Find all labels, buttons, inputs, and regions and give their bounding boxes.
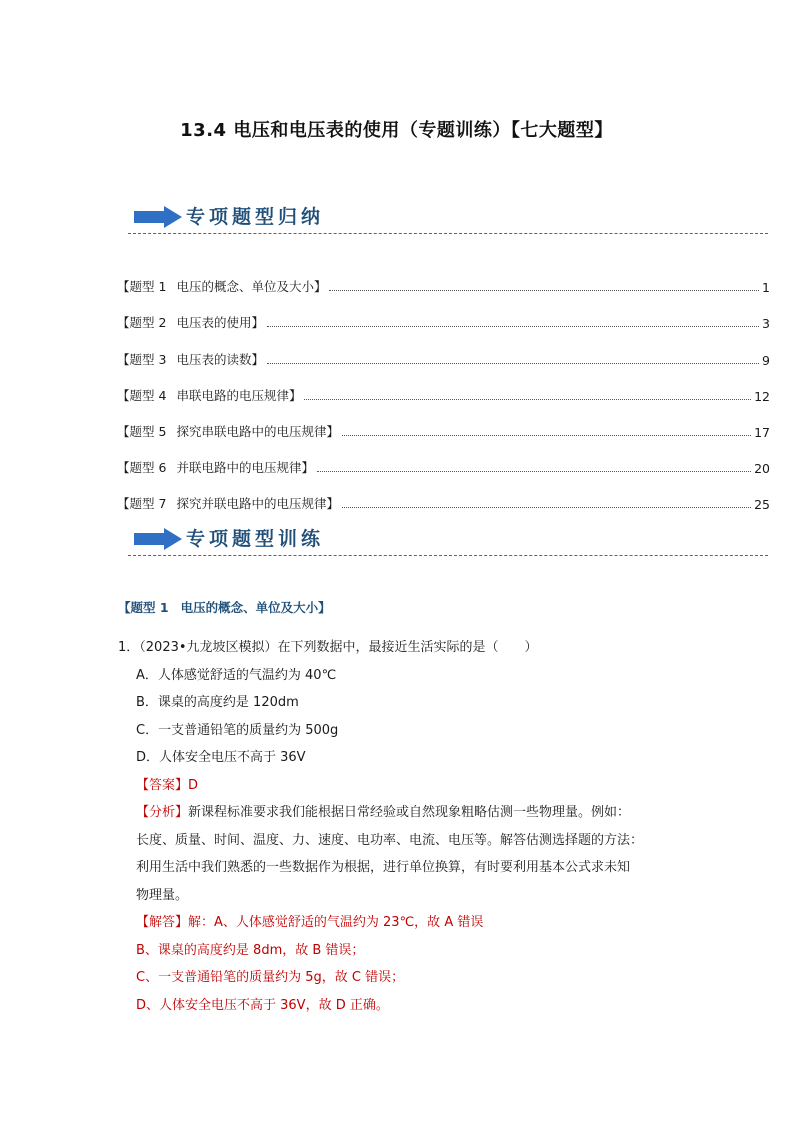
answer-line <box>118 772 738 800</box>
toc-text: 并联电路中的电压规律】 <box>176 460 314 476</box>
toc-item[interactable] <box>117 476 770 512</box>
toc-item[interactable] <box>117 440 770 476</box>
option-c: C．一支普通铅笔的质量约为 500g <box>136 722 339 738</box>
solution-label: 【解答】 <box>136 915 189 930</box>
toc-page: 25 <box>754 497 770 513</box>
toc-page: 3 <box>762 316 770 332</box>
toc-text: 串联电路的电压规律】 <box>176 387 302 403</box>
banner-title: 专项题型训练 <box>186 528 325 550</box>
analysis-line: 长度、质量、时间、温度、力、速度、电功率、电流、电压等。解答估测选择题的方法： <box>136 832 644 848</box>
toc-number: 【题型 1 <box>117 279 167 295</box>
toc-leader <box>329 290 759 291</box>
arrow-right-icon <box>134 206 182 228</box>
section-text: 电压的概念、单位及大小】 <box>180 600 331 615</box>
toc-text: 电压的概念、单位及大小】 <box>176 279 327 295</box>
option-a: A．人体感觉舒适的气温约为 40℃ <box>136 667 337 683</box>
section-banner-training <box>128 522 768 556</box>
toc-text: 探究并联电路中的电压规律】 <box>176 496 339 512</box>
solution-line: D、人体安全电压不高于 36V，故 D 正确。 <box>136 997 389 1013</box>
toc-text: 电压表的读数】 <box>176 351 264 367</box>
analysis-label: 【分析】 <box>136 805 189 820</box>
question-block <box>118 634 738 1019</box>
answer-label: 【答案】 <box>136 777 189 793</box>
toc-leader <box>342 435 751 436</box>
toc-item[interactable] <box>117 295 770 331</box>
answer-value: D <box>188 777 199 793</box>
option-b: B．课桌的高度约是 120dm <box>136 695 299 710</box>
toc-text: 探究串联电路中的电压规律】 <box>176 423 339 439</box>
solution-block <box>118 909 738 1019</box>
toc-number: 【题型 6 <box>117 460 167 476</box>
toc-text: 电压表的使用】 <box>176 315 264 331</box>
toc-item[interactable] <box>117 259 770 295</box>
toc-page: 1 <box>762 280 770 296</box>
section-heading <box>118 598 331 616</box>
solution-line: C、一支普通铅笔的质量约为 5g，故 C 错误； <box>136 970 405 985</box>
toc-page: 9 <box>762 352 770 368</box>
toc-number: 【题型 3 <box>117 351 167 367</box>
option-d: D．人体安全电压不高于 36V <box>136 750 306 765</box>
question-stem: 1．（2023•九龙坡区模拟）在下列数据中，最接近生活实际的是（ ） <box>118 640 538 655</box>
toc-leader <box>267 326 759 327</box>
toc-page: 12 <box>754 388 770 404</box>
toc-number: 【题型 5 <box>117 423 167 439</box>
table-of-contents <box>117 259 770 512</box>
toc-page: 20 <box>754 461 770 477</box>
arrow-right-icon <box>134 528 182 550</box>
toc-item[interactable] <box>117 404 770 440</box>
toc-leader <box>317 471 751 472</box>
dashed-divider <box>128 233 768 234</box>
dashed-divider <box>128 555 768 556</box>
toc-number: 【题型 2 <box>117 315 167 331</box>
toc-number: 【题型 4 <box>117 387 167 403</box>
analysis-block <box>118 799 738 909</box>
solution-line: B、课桌的高度约是 8dm，故 B 错误； <box>136 942 365 958</box>
solution-line: 解：A、人体感觉舒适的气温约为 23℃，故 A 错误 <box>188 915 484 930</box>
banner-title: 专项题型归纳 <box>186 206 325 228</box>
analysis-line: 物理量。 <box>136 887 189 903</box>
toc-item[interactable] <box>117 331 770 367</box>
toc-number: 【题型 7 <box>117 496 167 512</box>
toc-leader <box>267 363 759 364</box>
toc-item[interactable] <box>117 368 770 404</box>
section-banner-summary <box>128 200 768 234</box>
page-title: 13.4 电压和电压表的使用（专题训练）【七大题型】 <box>180 120 613 141</box>
section-tag: 【题型 1 <box>118 600 169 615</box>
toc-leader <box>342 507 751 508</box>
toc-page: 17 <box>754 424 770 440</box>
toc-leader <box>304 399 751 400</box>
analysis-line: 利用生活中我们熟悉的一些数据作为根据，进行单位换算，有时要利用基本公式求未知 <box>136 860 631 875</box>
analysis-line: 新课程标准要求我们能根据日常经验或自然现象粗略估测一些物理量。例如： <box>188 805 631 820</box>
